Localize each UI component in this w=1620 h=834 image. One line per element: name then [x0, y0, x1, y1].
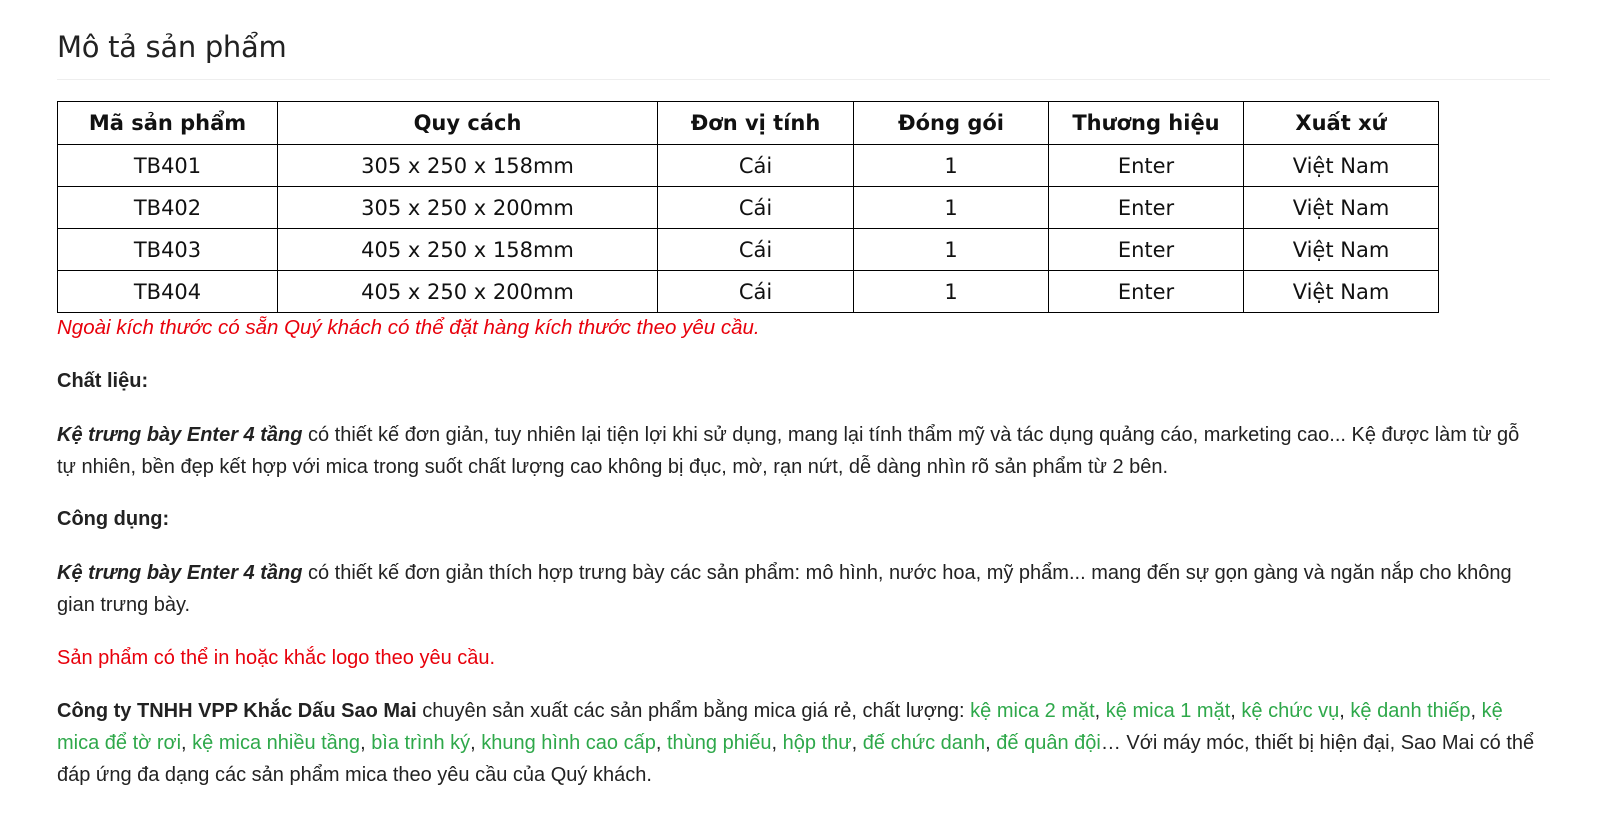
table-row — [58, 145, 1439, 187]
header-packaging: Đóng gói — [854, 102, 1049, 145]
header-product-code: Mã sản phẩm — [58, 102, 278, 145]
cell-product-code: TB404 — [58, 271, 278, 313]
cell-product-code: TB402 — [58, 187, 278, 229]
cell-dimensions: 405 x 250 x 200mm — [278, 271, 658, 313]
company-intro: chuyên sản xuất các sản phẩm bằng mica giá rẻ, chất lượng: — [416, 700, 971, 722]
cell-brand: Enter — [1049, 229, 1244, 271]
cell-packaging: 1 — [854, 229, 1049, 271]
product-link[interactable]: kệ chức vụ — [1241, 700, 1340, 722]
usage-product-name: Kệ trưng bày Enter 4 tầng — [57, 562, 303, 584]
material-heading: Chất liệu: — [57, 370, 149, 392]
product-link[interactable]: bìa trình ký — [371, 732, 471, 754]
header-unit: Đơn vị tính — [658, 102, 854, 145]
usage-paragraph — [57, 557, 1537, 621]
cell-unit: Cái — [658, 271, 854, 313]
usage-text: có thiết kế đơn giản thích hợp trưng bày các sản phẩm: mô hình, nước hoa, mỹ phẩm... mang đến sự gọn gàng và ngăn nắp cho không gian trưng bày. — [57, 562, 1512, 616]
cell-unit: Cái — [658, 187, 854, 229]
cell-dimensions: 305 x 250 x 200mm — [278, 187, 658, 229]
product-link[interactable]: kệ mica 1 mặt — [1105, 700, 1231, 722]
product-link[interactable]: hộp thư — [782, 732, 852, 754]
product-link[interactable]: thùng phiếu — [666, 732, 772, 754]
custom-size-note: Ngoài kích thước có sẵn Quý khách có thể đặt hàng kích thước theo yêu cầu. — [57, 316, 760, 339]
cell-product-code: TB403 — [58, 229, 278, 271]
cell-packaging: 1 — [854, 187, 1049, 229]
header-brand: Thương hiệu — [1049, 102, 1244, 145]
cell-brand: Enter — [1049, 145, 1244, 187]
product-link[interactable]: kệ mica 2 mặt — [970, 700, 1095, 722]
table-header-row — [58, 102, 1439, 145]
cell-origin: Việt Nam — [1244, 271, 1439, 313]
product-link[interactable]: kệ danh thiếp — [1350, 700, 1471, 722]
company-name: Công ty TNHH VPP Khắc Dấu Sao Mai — [57, 700, 417, 722]
cell-packaging: 1 — [854, 271, 1049, 313]
table-row — [58, 187, 1439, 229]
table-row — [58, 271, 1439, 313]
company-links: kệ mica 2 mặt, kệ mica 1 mặt, kệ chức vụ, kệ danh thiếp, kệ mica để tờ rơi, kệ mica nhiều tầng, bìa trình ký, khung hình cao cấp, thùng phiếu, hộp thư, đế chức danh, đế quân đội — [57, 700, 1503, 754]
material-product-name: Kệ trưng bày Enter 4 tầng — [57, 424, 303, 446]
title-divider — [57, 79, 1550, 80]
cell-dimensions: 405 x 250 x 158mm — [278, 229, 658, 271]
company-outro: … Với máy móc, thiết bị hiện đại, Sao Mai có thể đáp ứng đa dạng các sản phẩm mica theo yêu cầu của Quý khách. — [57, 732, 1535, 786]
table-row — [58, 229, 1439, 271]
product-link[interactable]: khung hình cao cấp — [481, 732, 656, 754]
cell-brand: Enter — [1049, 187, 1244, 229]
cell-packaging: 1 — [854, 145, 1049, 187]
cell-dimensions: 305 x 250 x 158mm — [278, 145, 658, 187]
product-link[interactable]: kệ mica để tờ rơi — [57, 700, 1503, 754]
cell-brand: Enter — [1049, 271, 1244, 313]
cell-unit: Cái — [658, 145, 854, 187]
company-paragraph — [57, 695, 1537, 791]
header-origin: Xuất xứ — [1244, 102, 1439, 145]
cell-origin: Việt Nam — [1244, 145, 1439, 187]
material-paragraph — [57, 419, 1537, 483]
material-text: có thiết kế đơn giản, tuy nhiên lại tiện lợi khi sử dụng, mang lại tính thẩm mỹ và tác dụng quảng cáo, marketing cao... Kệ được làm từ gỗ tự nhiên, bền đẹp kết hợp với mica trong suốt chất lượng cao không bị đục, mờ, rạn nứt, dễ dàng nhìn rõ sản phẩm từ 2 bên. — [57, 424, 1520, 478]
page-title: Mô tả sản phẩm — [57, 30, 287, 64]
cell-origin: Việt Nam — [1244, 187, 1439, 229]
cell-product-code: TB401 — [58, 145, 278, 187]
cell-origin: Việt Nam — [1244, 229, 1439, 271]
cell-unit: Cái — [658, 229, 854, 271]
product-link[interactable]: đế quân đội — [996, 732, 1101, 754]
spec-table — [57, 101, 1439, 313]
header-dimensions: Quy cách — [278, 102, 658, 145]
usage-heading: Công dụng: — [57, 508, 170, 530]
logo-note: Sản phẩm có thể in hoặc khắc logo theo yêu cầu. — [57, 647, 496, 669]
product-link[interactable]: kệ mica nhiều tầng — [192, 732, 361, 754]
product-link[interactable]: đế chức danh — [862, 732, 986, 754]
